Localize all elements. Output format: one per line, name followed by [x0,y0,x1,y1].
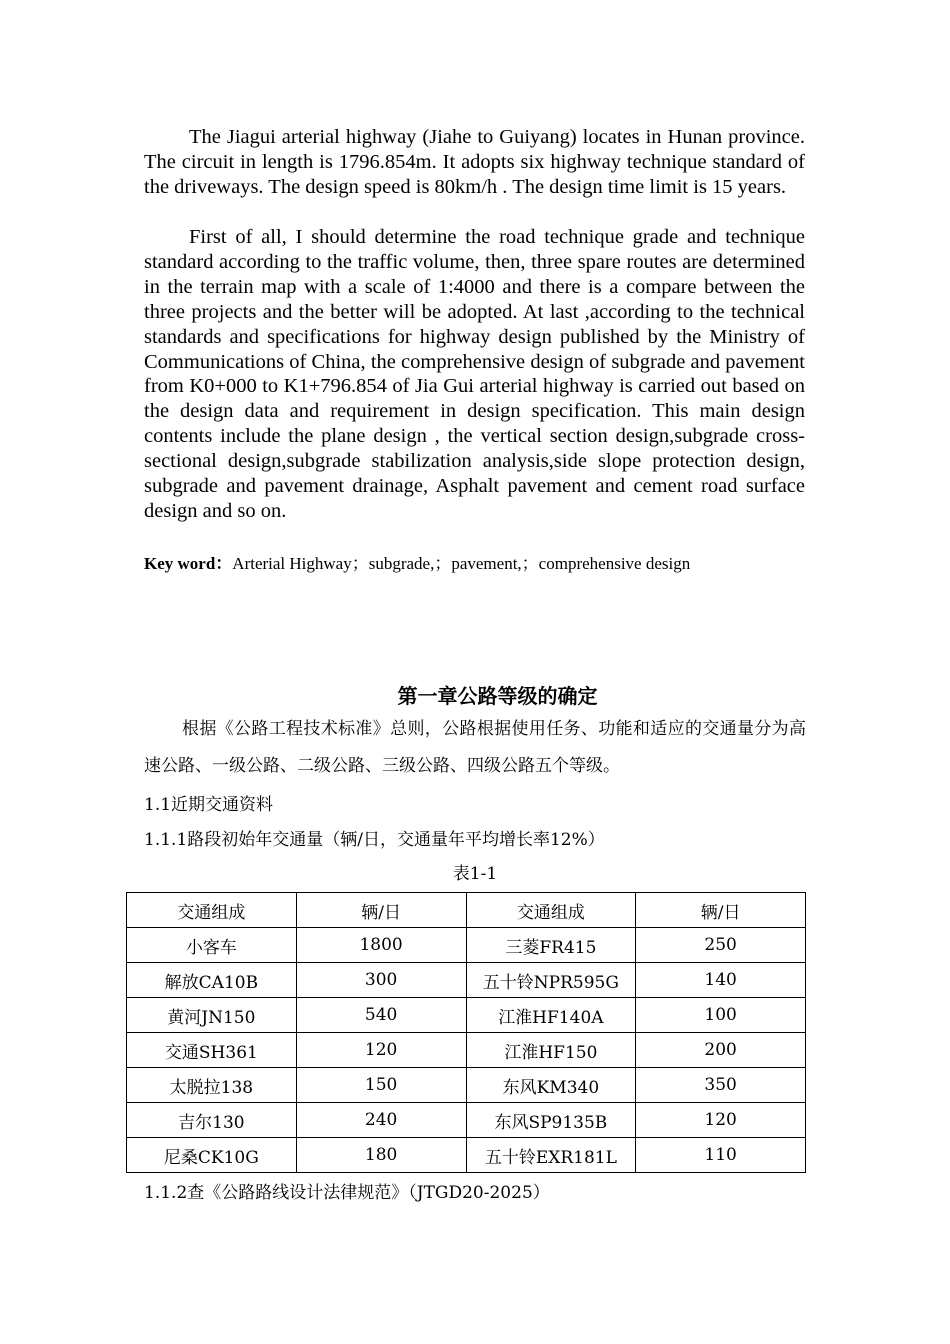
table-cell: 五十铃NPR595G [466,963,636,998]
table-cell: 太脱拉138 [127,1068,297,1103]
table-cell: 200 [636,1033,806,1068]
table-cell: 180 [296,1138,466,1173]
table-cell: 1800 [296,928,466,963]
abstract-paragraph-1: The Jiagui arterial highway (Jiahe to Guiyang) locates in Hunan province. The circuit in length is 1796.854m. It adopts six highway technique standard of the driveways. The design speed is 80km/h . The design time limit is 15 years. [144,126,805,198]
table-cell: 五十铃EXR181L [466,1138,636,1173]
header-cell: 辆/日 [636,893,806,928]
table-row [127,1033,806,1068]
table-cell: 150 [296,1068,466,1103]
abstract-paragraph-2: First of all, I should determine the road technique grade and technique standard according to the traffic volume, then, three spare routes are determined in the terrain map with a scale of 1:4000 and there is a compare between the three projects and the better will be adopted. At last ,according to the technical standards and specifications for highway design published by the Ministry of Communications of China, the comprehensive design of subgrade and pavement from K0+000 to K1+796.854 of Jia Gui arterial highway is carried out based on the design data and requirement in design specification. This main design contents include the plane design , the vertical section design,subgrade cross-sectional design,subgrade stabilization analysis,side slope protection design, subgrade and pavement drainage, Asphalt pavement and cement road surface design and so on. [144,226,805,522]
table-cell: 300 [296,963,466,998]
table-row [127,1068,806,1103]
chapter-title: 第一章公路等级的确定 [397,684,598,708]
table-cell: 江淮HF150 [466,1033,636,1068]
table-cell: 东风SP9135B [466,1103,636,1138]
table-cell: 540 [296,998,466,1033]
table-cell: 100 [636,998,806,1033]
table-row [127,1138,806,1173]
table-cell: 东风KM340 [466,1068,636,1103]
table-row [127,1103,806,1138]
header-cell: 交通组成 [466,893,636,928]
table-cell: 小客车 [127,928,297,963]
keywords-line [144,549,690,574]
table-header-row [127,893,806,928]
table-caption: 表1-1 [452,864,498,884]
section-heading-1-1-2: 1.1.2查《公路路线设计法律规范》（JTGD20-2025） [144,1183,550,1203]
section-heading-1-1: 1.1近期交通资料 [144,795,274,815]
table-cell: 尼桑CK10G [127,1138,297,1173]
table-cell: 解放CA10B [127,963,297,998]
table-cell: 110 [636,1138,806,1173]
table-cell: 140 [636,963,806,998]
table-cell: 350 [636,1068,806,1103]
keywords-label: Key word： [144,554,233,573]
header-cell: 辆/日 [296,893,466,928]
table-cell: 吉尔130 [127,1103,297,1138]
table-cell: 240 [296,1103,466,1138]
chapter-intro: 根据《公路工程技术标准》总则，公路根据使用任务、功能和适应的交通量分为高速公路、一级公路、二级公路、三级公路、四级公路五个等级。 [144,719,806,776]
table-row [127,998,806,1033]
table-cell: 120 [636,1103,806,1138]
traffic-volume-table [126,892,806,1173]
header-cell: 交通组成 [127,893,297,928]
table-cell: 黄河JN150 [127,998,297,1033]
table-cell: 250 [636,928,806,963]
table-cell: 交通SH361 [127,1033,297,1068]
table-cell: 江淮HF140A [466,998,636,1033]
keywords-text: Arterial Highway；subgrade,；pavement,；comprehensive design [232,554,691,573]
table-cell: 120 [296,1033,466,1068]
table-cell: 三菱FR415 [466,928,636,963]
table-row [127,963,806,998]
section-heading-1-1-1: 1.1.1路段初始年交通量（辆/日，交通量年平均增长率12%） [144,830,605,850]
table-row [127,928,806,963]
